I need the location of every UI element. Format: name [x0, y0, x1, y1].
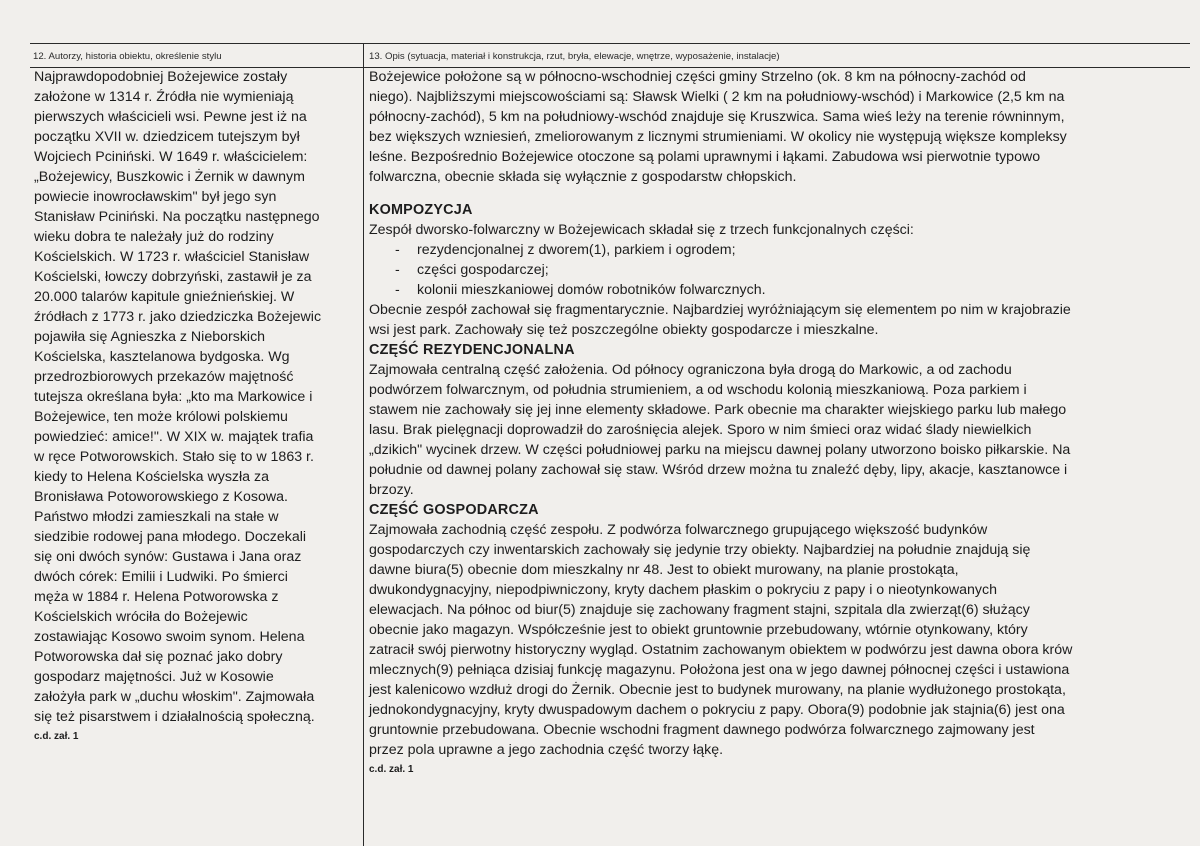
bullet-marker: - — [395, 242, 400, 258]
spacer — [369, 187, 1169, 200]
composition-list-text: kolonii mieszkaniowej domów robotników folwarcznych. — [417, 282, 766, 298]
history-line: się oni dwóch synów: Gustawa i Jana oraz — [34, 549, 302, 565]
location-line: niego). Najbliższymi miejscowościami są: Sławsk Wielki ( 2 km na południowy-wschód) i Markowice (2,5 km na — [369, 89, 1065, 105]
location-line: Bożejewice położone są w północno-wschodniej części gminy Strzelno (ok. 8 km na północny-zachód od — [369, 69, 1026, 85]
history-line: dwóch córek: Emilii i Ludwiki. Po śmierci — [34, 569, 288, 585]
farm-line: jednokondygnacyjny, kryty dwuspadowym dachem o pokryciu z papy. Obora(9) podobnie jak stajnia(6) jest ona — [369, 702, 1065, 718]
history-line: się też pisarstwem i działalnością społeczną. — [34, 709, 315, 725]
location-line: północny-zachód), 5 km na południowy-wschód znajduje się Kruszwica. Sama wieś leży na terenie równinnym, — [369, 109, 1065, 125]
composition-list-text: części gospodarczej; — [417, 262, 549, 278]
location-paragraph — [369, 67, 1169, 187]
history-line: Stanisław Pciniński. Na początku następnego — [34, 209, 320, 225]
history-continuation-note: c.d. zał. 1 — [34, 731, 79, 742]
farm-line: obecnie jako magazyn. Współcześnie jest to obiekt gruntownie przebudowany, wtórnie otynkowany, który — [369, 622, 1028, 638]
column-divider — [363, 43, 364, 846]
farm-line: mlecznych(9) pełniąca dzisiaj funkcję magazynu. Położona jest ona w jego dawnej północnej części i ustawiona — [369, 662, 1070, 678]
composition-summary-line: Obecnie zespół zachował się fragmentarycznie. Najbardziej wyróżniającym się elementem po nim w krajobrazie — [369, 302, 1071, 318]
history-line: wieku dobra te należały już do rodziny — [34, 229, 274, 245]
composition-list-item — [369, 280, 1169, 300]
history-line: tutejsza określana była: „kto ma Markowice i — [34, 389, 313, 405]
location-line: folwarczna, obecnie składa się wyłącznie z gospodarstw chłopskich. — [369, 169, 797, 185]
residential-heading: CZĘŚĆ REZYDENCJONALNA — [369, 342, 575, 358]
history-line: Bożejewice, ten może królowi polskiemu — [34, 409, 288, 425]
residential-line: Zajmowała centralną część założenia. Od północy ograniczona była drogą do Markowic, a od zachodu — [369, 362, 1012, 378]
history-line: męża w 1884 r. Helena Potworowska z — [34, 589, 279, 605]
composition-lead: Zespół dworsko-folwarczny w Bożejewicach składał się z trzech funkcjonalnych części: — [369, 222, 914, 238]
farm-line: Zajmowała zachodnią część zespołu. Z podwórza folwarcznego grupującego większość budynków — [369, 522, 988, 538]
residential-line: południe od dawnej polany zachował się staw. Wśród drzew można tu znaleźć dęby, lipy, akacje, kasztanowce i — [369, 462, 1068, 478]
composition-list-item — [369, 260, 1169, 280]
farm-line: gospodarczych czy inwentarskich zachowały się jedynie trzy obiekty. Najbardziej na południe znajdują się — [369, 542, 1031, 558]
history-text — [34, 67, 362, 727]
description-continuation-note: c.d. zał. 1 — [369, 764, 414, 775]
history-line: zostawiając Kosowo swoim synom. Helena — [34, 629, 305, 645]
farm-line: dawne biura(5) obecnie dom mieszkalny nr 48. Jest to obiekt murowany, na planie prostokąta, — [369, 562, 959, 578]
history-line: Kościelskich wróciła do Bożejewic — [34, 609, 248, 625]
history-line: pierwszych właścicieli wsi. Pewne jest iż na — [34, 109, 307, 125]
farm-line: przez pola uprawne a jego zachodnia część tworzy łąkę. — [369, 742, 724, 758]
history-line: w ręce Potworowskich. Stało się to w 1863 r. — [34, 449, 314, 465]
composition-heading: KOMPOZYCJA — [369, 202, 473, 218]
composition-list-item — [369, 240, 1169, 260]
residential-line: brzozy. — [369, 482, 414, 498]
top-rule — [30, 43, 1190, 44]
history-line: założone w 1314 r. Źródła nie wymieniają — [34, 89, 294, 105]
history-line: kiedy to Helena Kościelska wyszła za — [34, 469, 269, 485]
history-column — [34, 67, 362, 744]
history-line: przedrozbiorowych przekazów majętność — [34, 369, 294, 385]
history-line: Kościelskich. W 1723 r. właściciel Stanisław — [34, 249, 310, 265]
history-line: Kościelska, kasztelanowa bydgoska. Wg — [34, 349, 290, 365]
history-line: pojawiła się Agnieszka z Nieborskich — [34, 329, 266, 345]
residential-line: podwórzem folwarcznym, od południa strumieniem, a od wschodu kolonią mieszkaniową. Poza parkiem i — [369, 382, 1027, 398]
composition-list — [369, 240, 1169, 300]
location-line: bez większych wzniesień, zmeliorowanym z licznymi strumieniami. W okolicy nie występują większe kompleksy — [369, 129, 1067, 145]
history-line: „Bożejewicy, Buszkowic i Żernik w dawnym — [34, 169, 305, 185]
history-line: siedzibie rodowej pana młodego. Doczekali — [34, 529, 307, 545]
farm-line: gruntownie przebudowana. Obecnie wschodni fragment dawnego podwórza folwarcznego zajmowany jest — [369, 722, 1035, 738]
bullet-marker: - — [395, 262, 400, 278]
location-line: leśne. Bezpośrednio Bożejewice otoczone są polami uprawnymi i łąkami. Zabudowa wsi pierwotnie typowo — [369, 149, 1041, 165]
history-line: Najprawdopodobniej Bożejewice zostały — [34, 69, 288, 85]
residential-line: „dzikich" wycinek drzew. W części południowej parku na miejscu dawnej polany utworzono boisko piłkarskie. Na — [369, 442, 1071, 458]
composition-list-text: rezydencjonalnej z dworem(1), parkiem i ogrodem; — [417, 242, 736, 258]
composition-summary-line: wsi jest park. Zachowały się też poszczególne obiekty gospodarcze i mieszkalne. — [369, 322, 879, 338]
history-line: założyła park w „duchu włoskim". Zajmowała — [34, 689, 315, 705]
history-line: źródłach z 1773 r. jako dziedziczka Bożejewic — [34, 309, 322, 325]
history-line: Wojciech Pciniński. W 1649 r. właścicielem: — [34, 149, 308, 165]
section-13-header: 13. Opis (sytuacja, materiał i konstrukcja, rzut, bryła, elewacje, wnętrze, wyposażenie, instalacje) — [369, 51, 780, 62]
farm-line: elewacjach. Na północ od biur(5) znajduje się zachowany fragment stajni, szpitala dla zwierząt(6) służący — [369, 602, 1030, 618]
bullet-marker: - — [395, 282, 400, 298]
farm-line: zatracił swój pierwotny historyczny wygląd. Ostatnim zachowanym obiektem w podwórzu jest dawna obora krów — [369, 642, 1073, 658]
history-line: powiedzieć: amice!". W XIX w. majątek trafia — [34, 429, 314, 445]
history-line: początku XVII w. dziedzicem tutejszym był — [34, 129, 300, 145]
composition-summary — [369, 300, 1169, 340]
history-line: Bronisława Potoworowskiego z Kosowa. — [34, 489, 288, 505]
history-line: Kościelski, łowczy dobrzyński, zastawił je za — [34, 269, 312, 285]
section-12-header: 12. Autorzy, historia obiektu, określenie stylu — [33, 51, 222, 62]
description-column — [369, 67, 1169, 777]
residential-line: stawem nie zachowały się jej inne elementy składowe. Park obecnie ma charakter wiejskiego parku lub małego — [369, 402, 1067, 418]
farm-paragraph — [369, 520, 1169, 760]
farm-line: jest kalenicowo wzdłuż drogi do Żernik. Obecnie jest to budynek murowany, na planie wydłużonego prostokąta, — [369, 682, 1066, 698]
history-line: powiecie inowrocławskim" był jego syn — [34, 189, 277, 205]
farm-line: dwukondygnacyjny, niepodpiwniczony, kryty dachem płaskim o pokryciu z papy i o nieotynkowanych — [369, 582, 997, 598]
farm-heading: CZĘŚĆ GOSPODARCZA — [369, 502, 539, 518]
history-line: Państwo młodzi zamieszkali na stałe w — [34, 509, 279, 525]
residential-line: lasu. Brak pielęgnacji doprowadził do zarośnięcia alejek. Sporo w nim śmieci oraz widać ślady niewielkich — [369, 422, 1032, 438]
history-line: Potworowska dał się poznać jako dobry — [34, 649, 283, 665]
history-line: 20.000 talarów kapitule gnieźnieńskiej. W — [34, 289, 295, 305]
residential-paragraph — [369, 360, 1169, 500]
history-line: gospodarz majętności. Już w Kosowie — [34, 669, 274, 685]
